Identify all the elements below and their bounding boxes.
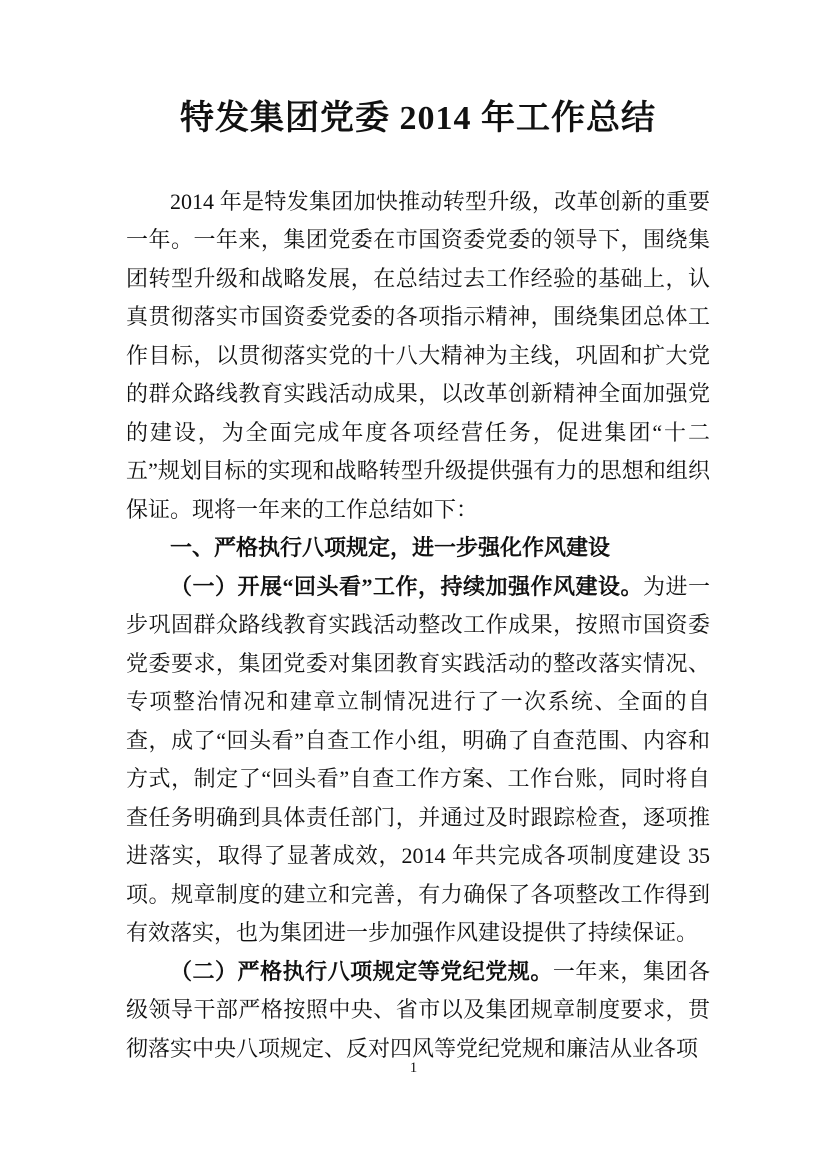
- document-title: 特发集团党委 2014 年工作总结: [180, 100, 656, 137]
- paragraph-subsection-2-lead: （二）严格执行八项规定等党纪党规。: [170, 958, 553, 984]
- document-body: [126, 183, 710, 1069]
- paragraph-subsection-1: [126, 568, 710, 953]
- page-number: 1: [409, 1060, 418, 1076]
- paragraph-subsection-1-text: 为进一步巩固群众路线教育实践活动整改工作成果，按照市国资委党委要求，集团党委对集团教育实践活动的整改落实情况、专项整治情况和建章立制情况进行了一次系统、全面的自查，成了“回头看”自查工作小组，明确了自查范围、内容和方式，制定了“回头看”自查工作方案、工作台账，同时将自查任务明确到具体责任部门，并通过及时跟踪检查，逐项推进落实，取得了显著成效，2014 年共完成各项制度建设 35 项。规章制度的建立和完善，有力确保了各项整改工作得到有效落实，也为集团进一步加强作风建设提供了持续保证。: [126, 573, 710, 945]
- document-content: [126, 0, 710, 1068]
- paragraph-intro: [126, 183, 710, 530]
- section-heading-1: [126, 529, 710, 568]
- section-heading-1-text: 一、严格执行八项规定，进一步强化作风建设: [170, 535, 611, 560]
- paragraph-subsection-1-lead: （一）开展“回头看”工作，持续加强作风建设。: [170, 573, 643, 599]
- paragraph-intro-text: 2014 年是特发集团加快推动转型升级，改革创新的重要一年。一年来，集团党委在市国资委党委的领导下，围绕集团转型升级和战略发展，在总结过去工作经验的基础上，认真贯彻落实市国资委党委的各项指示精神，围绕集团总体工作目标，以贯彻落实党的十八大精神为主线，巩固和扩大党的群众路线教育实践活动成果，以改革创新精神全面加强党的建设，为全面完成年度各项经营任务，促进集团“十二五”规划目标的实现和战略转型升级提供强有力的思想和组织保证。现将一年来的工作总结如下：: [126, 188, 710, 522]
- paragraph-subsection-2: [126, 953, 710, 1069]
- paragraph-subsection-2-text: 一年来，集团各级领导干部严格按照中央、省市以及集团规章制度要求，贯彻落实中央八项规定、反对四风等党纪党规和廉洁从业各项: [126, 958, 710, 1061]
